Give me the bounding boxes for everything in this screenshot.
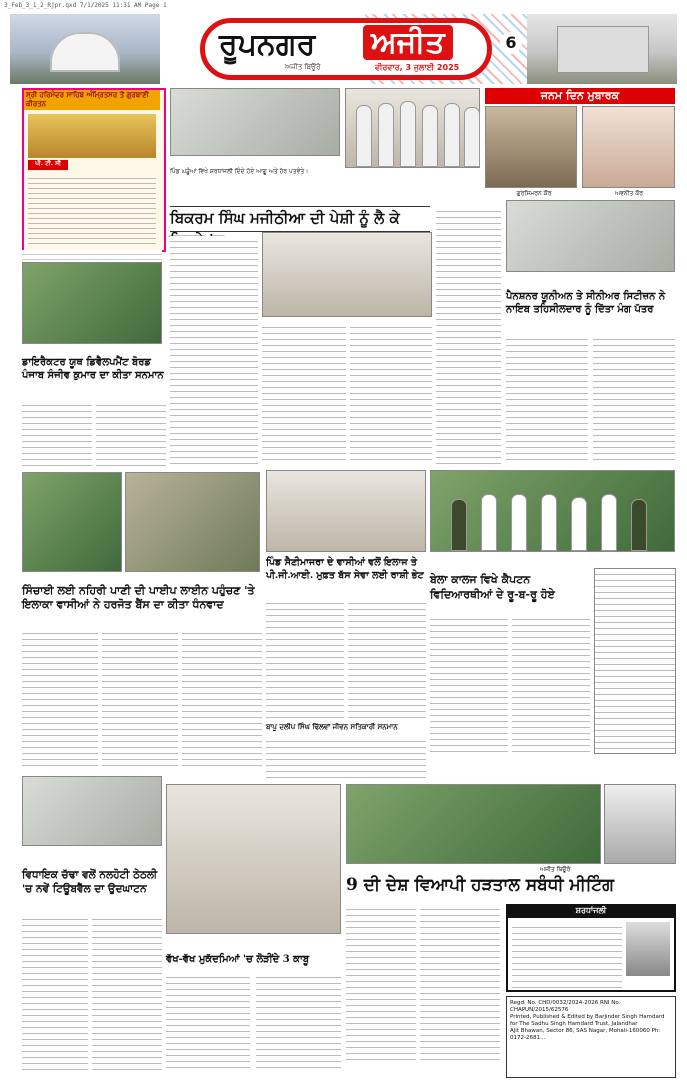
pgi-headline: ਪਿੰਡ ਸੈਣੀਮਾਜਰਾ ਦੇ ਵਾਸੀਆਂ ਵਲੋਂ ਇਲਾਜ ਤੇ ਪੀ.ਜੀ.ਆਈ. ਮੁਫ਼ਤ ਬੱਸ ਸੇਵਾ ਲਈ ਰਾਸ਼ੀ ਭੇਟ [266, 557, 424, 581]
bela-college-photo [430, 470, 675, 552]
majithia-text-col2 [262, 322, 346, 464]
pgi-text-col2 [348, 598, 426, 718]
strike-headline: 9 ਦੀ ਦੇਸ਼ ਵਿਆਪੀ ਹੜਤਾਲ ਸਬੰਧੀ ਮੀਟਿੰਗ [346, 875, 615, 895]
masthead-name-part1: ਰੂਪਨਗਰ [219, 27, 316, 62]
pgi-text-col1 [266, 598, 344, 718]
footer-imprint [506, 996, 676, 1078]
majithia-text-col1 [170, 236, 258, 464]
side-notice-box [594, 568, 676, 754]
footer-printer: Printed, Published & Edited by Barjinder Singh Hamdard for The Sadhu Singh Hamdard Trust, Jalandhar [510, 1014, 665, 1027]
bela-text-col2 [512, 614, 590, 754]
golden-temple-photo [10, 14, 160, 84]
obituary-text [512, 922, 622, 988]
meeting-photo [262, 232, 432, 317]
pensioners-text-col1 [506, 334, 588, 464]
pensioners-photo [506, 200, 675, 272]
director-text-col2 [96, 400, 166, 466]
masthead-subtitle: ਅਜੀਤ ਬਿਊਰੋ [285, 63, 321, 71]
masthead-name-part2: ਅਜੀਤ [363, 25, 453, 60]
arrest-headline: ਵੱਖ-ਵੱਖ ਮੁਕੱਦਮਿਆਂ 'ਚ ਲੋੜੀਂਦੇ 3 ਕਾਬੂ [166, 954, 310, 965]
irrigation-headline: ਸਿੰਚਾਈ ਲਈ ਨਹਿਰੀ ਪਾਣੀ ਦੀ ਪਾਈਪ ਲਾਈਨ ਪਹੁੰਚਣ 'ਤੇ ਇਲਾਕਾ ਵਾਸੀਆਂ ਨੇ ਹਰਜੋਤ ਬੈਂਸ ਦਾ ਕੀਤਾ ਧੰਨਵਾਦ [22, 584, 255, 611]
gurbani-ad-text [28, 174, 156, 244]
tubewell-photo [22, 776, 162, 846]
bela-headline: ਬੇਲਾ ਕਾਲਜ ਵਿਖੇ ਕੈਪਟਨ ਵਿਦਿਆਰਥੀਆਂ ਦੇ ਰੂ-ਬ-ਰੂ ਹੋਏ [430, 573, 555, 601]
pgi-donation-photo [266, 470, 426, 552]
irrigation-text-col1 [22, 628, 98, 770]
shraddhanjali-photo [170, 88, 340, 156]
majithia-text-col3 [350, 322, 432, 464]
pensioners-headline: ਪੈਨਸ਼ਨਰ ਯੂਨੀਅਨ ਤੇ ਸੀਨੀਅਰ ਸਿਟੀਜ਼ਨ ਨੇ ਨਾਇਬ ਤਹਿਸੀਲਦਾਰ ਨੂੰ ਦਿੱਤਾ ਮੰਗ ਪੱਤਰ [506, 291, 666, 315]
building-photo [527, 14, 677, 84]
dharmic-text [266, 736, 426, 780]
page-number: 6 [500, 32, 522, 54]
filler-text [22, 250, 162, 260]
irrigation-text-col2 [102, 628, 178, 770]
ptc-badge: ਪੀ. ਟੀ. ਸੀ [28, 160, 68, 170]
strike-byline: ਅਜੀਤ ਬਿਊਰੋ [540, 866, 571, 873]
birthday-caption-right: ਅਵਨੀਤ ਕੌਰ [614, 190, 644, 197]
birthday-caption-left: ਗੁਰਸਿਮਰਨ ਕੌਰ [516, 190, 552, 197]
masthead-logo [200, 18, 492, 80]
majithia-headline: ਬਿਕਰਮ ਸਿੰਘ ਮਜੀਠੀਆ ਦੀ ਪੇਸ਼ੀ ਨੂੰ ਲੈ ਕੇ [170, 206, 430, 232]
masthead [10, 14, 677, 84]
arrest-text-col2 [256, 972, 341, 1072]
footer-regd: Regd. No. CHD/0032/2024-2026 RNI No. CHAPUN/2015/62576 [510, 1000, 621, 1013]
golden-temple-image [28, 114, 156, 158]
tubewell-text-col2 [92, 914, 162, 1074]
arrest-text-col1 [166, 972, 250, 1072]
dharmic-caption: ਬਾਪੂ ਦਲੀਪ ਸਿੰਘ ਢਿੱਲਵਾਂ ਜੀਵਨ ਸਤਿਕਾਰੀ ਸਨਮਾਨ [266, 722, 398, 731]
elder-photo [604, 784, 676, 864]
pipeline-photo [125, 472, 260, 572]
child-photo-right [582, 106, 675, 188]
arrest-photo [166, 784, 341, 934]
file-strip: 3_Feb_3_1_2_Rjpr.qxd 7/1/2025 11:31 AM Page 1 [4, 2, 167, 9]
strike-text-col1 [346, 904, 416, 1064]
child-photo-left [485, 106, 577, 188]
director-text-col1 [22, 400, 92, 466]
director-group-photo [22, 262, 162, 344]
obituary-photo [626, 922, 670, 976]
tubewell-text-col1 [22, 914, 88, 1074]
birthday-banner: ਜਨਮ ਦਿਨ ਮੁਬਾਰਕ [485, 88, 675, 104]
masthead-date: ਵੀਰਵਾਰ, 3 ਜੁਲਾਈ 2025 [375, 63, 460, 72]
strike-meeting-photo [346, 784, 601, 864]
strike-text-col2 [420, 904, 500, 1064]
director-headline: ਡਾਇਰੈਕਟਰ ਯੂਥ ਡਿਵੈਲਪਮੈਂਟ ਬੋਰਡ ਪੰਜਾਬ ਸੰਜੀਵ ਕੁਮਾਰ ਦਾ ਕੀਤਾ ਸਨਮਾਨ [22, 357, 164, 381]
gurbani-ad-title: ਸ੍ਰੀ ਹਰਿਮੰਦਰ ਸਾਹਿਬ ਅੰਮ੍ਰਿਤਸਰ ਤੋਂ ਗੁਰਬਾਣੀ ਕੀਰਤਨ [24, 90, 160, 110]
tubewell-headline: ਵਿਧਾਇਕ ਚੱਢਾ ਵਲੋਂ ਨਲਹੋਟੀ ਠੇਠਲੀ 'ਚ ਨਵੇਂ ਟਿਊਬਵੈੱਲ ਦਾ ਉਦਘਾਟਨ [22, 869, 158, 895]
gurbani-ad [22, 88, 166, 252]
irrigation-text-col3 [182, 628, 262, 770]
leaders-group-photo [345, 88, 480, 168]
obituary-title: ਸ਼ਰਧਾਂਜਲੀ [508, 906, 674, 918]
pensioners-text-col2 [593, 334, 675, 464]
footer-editor: Ajit Bhawan, Sector 86, SAS Nagar, Mohali-160060 Ph: 0172-2681... [510, 1028, 661, 1041]
majithia-photo-caption: ਪਿੰਡ ਘੜੂੰਆਂ ਵਿਖੇ ਸ਼ਰਧਾਂਜਲੀ ਦਿੰਦੇ ਹੋਏ ਆਗੂ ਅਤੇ ਹੋਰ ਪਤਵੰਤੇ। [170, 168, 309, 175]
obituary-box [506, 904, 676, 992]
majithia-text-col4 [436, 206, 501, 464]
bela-text-col1 [430, 614, 508, 754]
reporter-photo [22, 472, 122, 572]
